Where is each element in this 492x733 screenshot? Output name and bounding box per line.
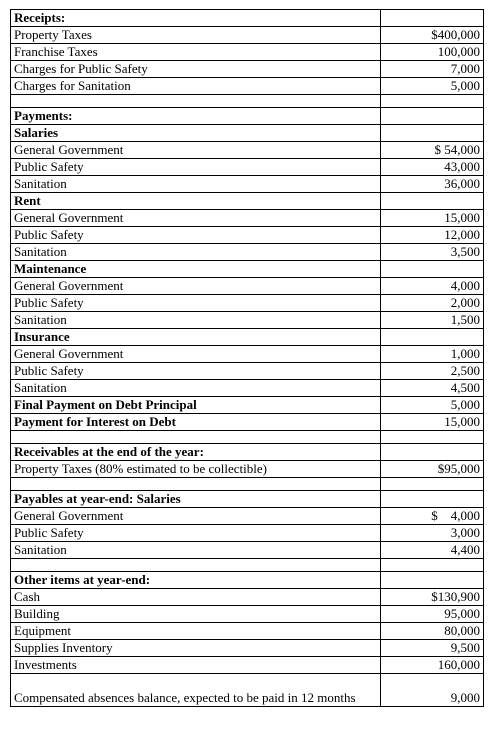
- row-label: General Government: [11, 142, 381, 159]
- table-row: [11, 572, 484, 589]
- table-row: [11, 27, 484, 44]
- table-row: [11, 244, 484, 261]
- table-row: [11, 674, 484, 707]
- section-heading: Rent: [11, 193, 381, 210]
- row-amount: 15,000: [381, 414, 484, 431]
- spacer-row: [11, 95, 484, 108]
- table-row: [11, 414, 484, 431]
- row-amount: 4,400: [381, 542, 484, 559]
- row-amount: [381, 193, 484, 210]
- row-amount: [381, 261, 484, 278]
- table-row: [11, 142, 484, 159]
- section-heading: Payments:: [11, 108, 381, 125]
- table-row: [11, 278, 484, 295]
- row-amount: 36,000: [381, 176, 484, 193]
- table-row: [11, 346, 484, 363]
- row-amount: [381, 478, 484, 491]
- spacer-row: [11, 478, 484, 491]
- table-row: [11, 606, 484, 623]
- table-row: [11, 589, 484, 606]
- row-amount: 3,500: [381, 244, 484, 261]
- table-row: [11, 159, 484, 176]
- row-label: Investments: [11, 657, 381, 674]
- row-label: Sanitation: [11, 380, 381, 397]
- row-amount: 9,000: [381, 674, 484, 707]
- table-row: [11, 193, 484, 210]
- row-amount: $400,000: [381, 27, 484, 44]
- row-label: Public Safety: [11, 295, 381, 312]
- row-amount: 12,000: [381, 227, 484, 244]
- row-label: Charges for Sanitation: [11, 78, 381, 95]
- row-label: [11, 478, 381, 491]
- table-row: [11, 397, 484, 414]
- row-label: General Government: [11, 508, 381, 525]
- row-amount: 15,000: [381, 210, 484, 227]
- table-row: [11, 380, 484, 397]
- row-amount: 4,500: [381, 380, 484, 397]
- row-label: Sanitation: [11, 244, 381, 261]
- row-amount: $95,000: [381, 461, 484, 478]
- table-row: [11, 329, 484, 346]
- row-label: [11, 95, 381, 108]
- spacer-row: [11, 559, 484, 572]
- table-row: [11, 461, 484, 478]
- table-row: [11, 125, 484, 142]
- row-label: General Government: [11, 210, 381, 227]
- section-heading: Receipts:: [11, 10, 381, 27]
- table-row: [11, 261, 484, 278]
- row-amount: 5,000: [381, 397, 484, 414]
- section-heading: Payables at year-end: Salaries: [11, 491, 381, 508]
- table-row: [11, 542, 484, 559]
- row-label: Property Taxes: [11, 27, 381, 44]
- table-row: [11, 108, 484, 125]
- row-amount: [381, 10, 484, 27]
- table-row: [11, 295, 484, 312]
- row-label: Compensated absences balance, expected to be paid in 12 months: [11, 674, 381, 707]
- table-row: [11, 227, 484, 244]
- spacer-row: [11, 431, 484, 444]
- row-label: [11, 559, 381, 572]
- table-row: [11, 210, 484, 227]
- table-body: [11, 10, 484, 707]
- row-amount: 80,000: [381, 623, 484, 640]
- row-label: General Government: [11, 278, 381, 295]
- row-amount: [381, 444, 484, 461]
- row-amount: 43,000: [381, 159, 484, 176]
- row-label: Sanitation: [11, 542, 381, 559]
- row-label: [11, 431, 381, 444]
- row-label: Charges for Public Safety: [11, 61, 381, 78]
- row-label: Sanitation: [11, 312, 381, 329]
- row-amount: 2,000: [381, 295, 484, 312]
- section-heading: Insurance: [11, 329, 381, 346]
- section-heading: Other items at year-end:: [11, 572, 381, 589]
- table-row: [11, 176, 484, 193]
- row-amount: 1,000: [381, 346, 484, 363]
- row-amount: 2,500: [381, 363, 484, 380]
- row-amount: 3,000: [381, 525, 484, 542]
- table-row: [11, 61, 484, 78]
- financial-data-table: [10, 9, 484, 707]
- row-amount: [381, 572, 484, 589]
- table-row: [11, 44, 484, 61]
- section-heading: Maintenance: [11, 261, 381, 278]
- row-label: Property Taxes (80% estimated to be collectible): [11, 461, 381, 478]
- section-heading: Payment for Interest on Debt: [11, 414, 381, 431]
- table-row: [11, 525, 484, 542]
- table-row: [11, 444, 484, 461]
- row-amount: 160,000: [381, 657, 484, 674]
- row-label: Public Safety: [11, 159, 381, 176]
- row-label: Building: [11, 606, 381, 623]
- row-label: Public Safety: [11, 363, 381, 380]
- row-amount: 100,000: [381, 44, 484, 61]
- table-row: [11, 10, 484, 27]
- row-amount: [381, 491, 484, 508]
- row-amount: [381, 431, 484, 444]
- row-label: Supplies Inventory: [11, 640, 381, 657]
- table-row: [11, 78, 484, 95]
- row-amount: $130,900: [381, 589, 484, 606]
- row-amount: 4,000: [381, 278, 484, 295]
- section-heading: Salaries: [11, 125, 381, 142]
- row-amount: 9,500: [381, 640, 484, 657]
- row-amount: [381, 329, 484, 346]
- section-heading: Receivables at the end of the year:: [11, 444, 381, 461]
- table-row: [11, 363, 484, 380]
- row-amount: 95,000: [381, 606, 484, 623]
- row-amount: [381, 559, 484, 572]
- table-row: [11, 312, 484, 329]
- row-amount: $ 4,000: [381, 508, 484, 525]
- row-amount: 1,500: [381, 312, 484, 329]
- table-row: [11, 623, 484, 640]
- row-label: Equipment: [11, 623, 381, 640]
- section-heading: Final Payment on Debt Principal: [11, 397, 381, 414]
- row-label: Franchise Taxes: [11, 44, 381, 61]
- row-label: General Government: [11, 346, 381, 363]
- row-amount: $ 54,000: [381, 142, 484, 159]
- row-amount: [381, 95, 484, 108]
- row-amount: [381, 125, 484, 142]
- row-label: Sanitation: [11, 176, 381, 193]
- table-row: [11, 508, 484, 525]
- row-amount: 7,000: [381, 61, 484, 78]
- row-label: Public Safety: [11, 227, 381, 244]
- table-row: [11, 640, 484, 657]
- row-label: Public Safety: [11, 525, 381, 542]
- table-row: [11, 657, 484, 674]
- row-amount: [381, 108, 484, 125]
- row-amount: 5,000: [381, 78, 484, 95]
- row-label: Cash: [11, 589, 381, 606]
- table-row: [11, 491, 484, 508]
